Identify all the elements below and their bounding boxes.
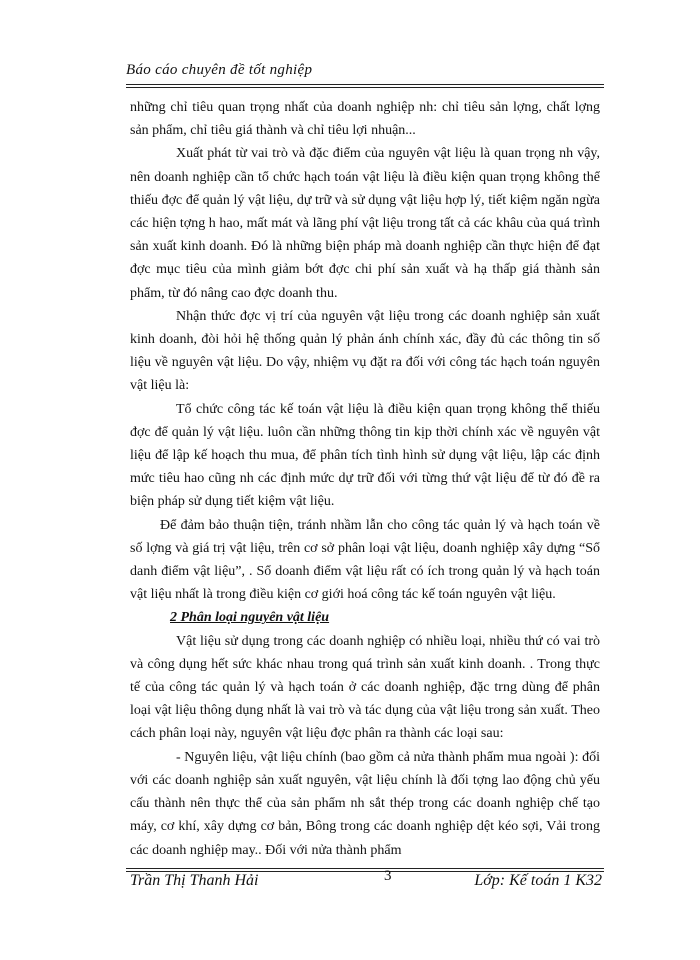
header-rule-inner xyxy=(126,87,604,88)
paragraph: Vật liệu sử dụng trong các doanh nghiệp có nhiều loại, nhiều thứ có vai trò và công dụng hết sức khác nhau trong quá trình sản xuất kinh doanh. . Trong thực tế của công tác quản lý và hạch toán ở các doanh nghiệp, đặc trng dùng để phân loại vật liệu thông dụng nhất là vai trò và tác dụng của vật liệu trong sản xuất. Theo cách phân loại này, nguyên vật liệu đợc phân ra thành các loại sau: xyxy=(130,633,600,742)
section-heading: 2 Phân loại nguyên vật liệu xyxy=(170,610,330,626)
document-body xyxy=(130,96,600,862)
paragraph: Tổ chức công tác kế toán vật liệu là điều kiện quan trọng không thể thiếu đợc để quản lý vật liệu. luôn cần những thông tin kịp thời chính xác về nguyên vật liệu để lập kế hoạch thu mua, để phân tích tình hình sử dụng vật liệu, lập các định mức tiêu hao cũng nh các định mức dự trữ đối với từng thứ vật liệu để từ đó đề ra biện pháp sử dụng tiết kiệm vật liệu. xyxy=(130,401,600,510)
header-rule xyxy=(126,84,604,85)
paragraph: Xuất phát từ vai trò và đặc điểm của nguyên vật liệu là quan trọng nh vậy, nên doanh nghiệp cần tổ chức hạch toán vật liệu là điều kiện quan trọng không thể thiếu đợc để quản lý vật liệu, dự trữ và sử dụng vật liệu hợp lý, tiết kiệm ngăn ngừa các hiện tợng h hao, mất mát và lãng phí vật liệu trong tất cả các khâu của quá trình sản xuất kinh doanh. Đó là những biện pháp mà doanh nghiệp cần thực hiện để đạt đợc mục tiêu của mình giảm bớt đợc chi phí sản xuất và hạ thấp giá thành sản phẩm, từ đó nâng cao đợc doanh thu. xyxy=(130,146,600,301)
paragraph: những chỉ tiêu quan trọng nhất của doanh nghiệp nh: chỉ tiêu sản lợng, chất lợng sản phẩm, chỉ tiêu giá thành và chỉ tiêu lợi nhuận... xyxy=(130,100,600,139)
paragraph: Để đảm bảo thuận tiện, tránh nhầm lẫn cho công tác quản lý và hạch toán về số lợng và giá trị vật liệu, trên cơ sở phân loại vật liệu, doanh nghiệp xây dựng “Sổ danh điểm vật liệu”, . Sổ doanh điểm vật liệu rất có ích trong quản lý và hạch toán vật liệu nhất là trong điều kiện cơ giới hoá công tác kế toán nguyên vật liệu. xyxy=(130,517,600,603)
document-footer xyxy=(126,870,604,900)
document-header: Báo cáo chuyên đề tốt nghiệp xyxy=(126,62,313,78)
paragraph: - Nguyên liệu, vật liệu chính (bao gồm cả nửa thành phẩm mua ngoài ): đối với các doanh nghiệp sản xuất nguyên, vật liệu chính là đối tợng lao động chủ yếu cấu thành nên thực thể của sản phẩm nh sắt thép trong các doanh nghiệp chế tạo máy, cơ khí, xây dựng cơ bản, Bông trong các doanh nghiệp dệt kéo sợi, Vải trong các doanh nghiệp may.. Đối với nửa thành phẩm xyxy=(130,749,600,858)
page-number: 3 xyxy=(384,868,392,884)
paragraph: Nhận thức đợc vị trí của nguyên vật liệu trong các doanh nghiệp sản xuất kinh doanh, đòi hỏi hệ thống quản lý phản ánh chính xác, đầy đủ các thông tin số liệu về nguyên vật liệu. Do vậy, nhiệm vụ đặt ra đối với công tác hạch toán nguyên vật liệu là: xyxy=(130,308,600,394)
author-name: Trần Thị Thanh Hải xyxy=(130,872,259,889)
class-label: Lớp: Kế toán 1 K32 xyxy=(474,872,602,889)
footer-rule xyxy=(126,868,604,869)
